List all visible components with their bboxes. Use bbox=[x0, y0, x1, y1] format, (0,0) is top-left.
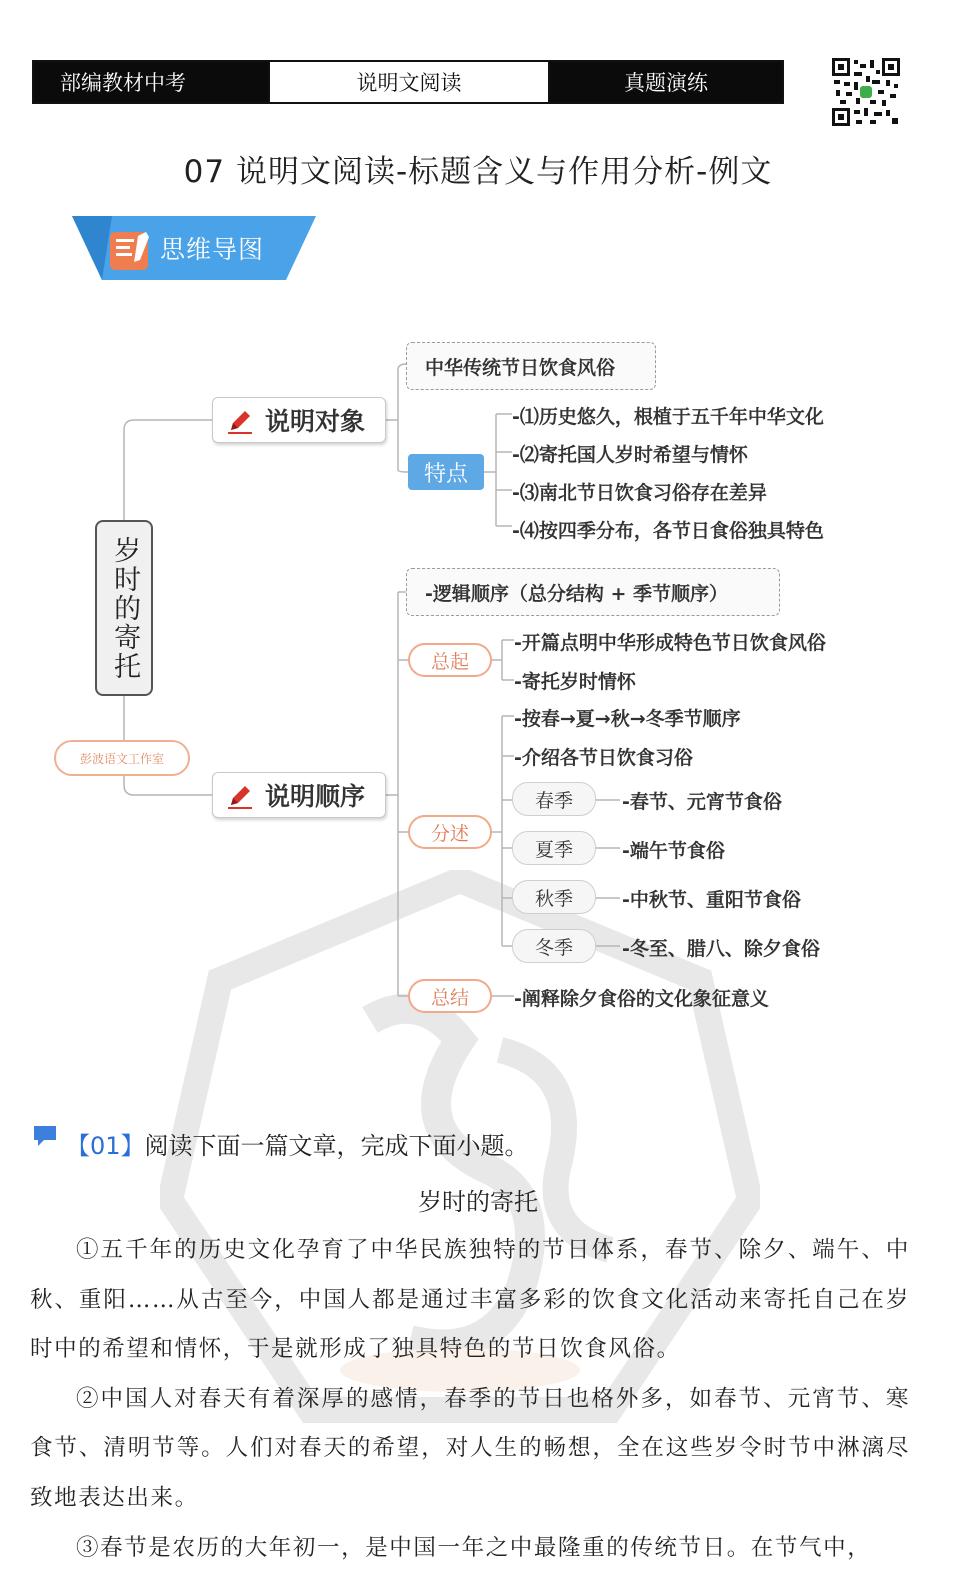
pencil-icon bbox=[227, 783, 253, 809]
speech-bubble-icon bbox=[32, 1124, 58, 1148]
banner-label: 思维导图 bbox=[160, 235, 265, 264]
pencil-icon bbox=[227, 408, 253, 434]
question-bracket-open: 【 bbox=[66, 1132, 90, 1160]
season-winter: 冬季 bbox=[512, 929, 596, 963]
season-summer: 夏季 bbox=[512, 831, 596, 865]
branch-object-label: 说明对象 bbox=[265, 407, 366, 436]
header-right: 真题演练 bbox=[550, 62, 782, 102]
intro-item: -开篇点明中华形成特色节日饮食风俗 bbox=[514, 632, 826, 654]
question-bracket-close: 】 bbox=[120, 1132, 145, 1160]
season-text: -端午节食俗 bbox=[622, 840, 725, 862]
intro-item: -寄托岁时情怀 bbox=[514, 671, 636, 693]
feature-item: -⑶南北节日饮食习俗存在差异 bbox=[512, 482, 767, 504]
tag-detail: 分述 bbox=[408, 815, 492, 849]
feature-item: -⑷按四季分布，各节日食俗独具特色 bbox=[512, 520, 824, 542]
logic-order: -逻辑顺序（总分结构 + 季节顺序） bbox=[406, 568, 780, 616]
page-title: 07 说明文阅读-标题含义与作用分析-例文 bbox=[183, 154, 773, 190]
season-autumn: 秋季 bbox=[512, 880, 596, 914]
tag-summary: 总结 bbox=[408, 979, 492, 1013]
season-text: -冬至、腊八、除夕食俗 bbox=[622, 938, 820, 960]
season-spring: 春季 bbox=[512, 782, 596, 816]
object-name: 中华传统节日饮食风俗 bbox=[406, 342, 656, 390]
qr-code-icon[interactable] bbox=[832, 58, 900, 126]
tag-intro: 总起 bbox=[408, 643, 492, 677]
header-middle: 说明文阅读 bbox=[268, 62, 550, 102]
article-paragraph: ①五千年的历史文化孕育了中华民族独特的节日体系，春节、除夕、端午、中秋、重阳……从古至今，中国人都是通过丰富多彩的饮食文化活动来寄托自己在岁时中的希望和情怀，于是就形成了独具特色的节日饮食风俗。 bbox=[30, 1237, 910, 1363]
feature-item: -⑵寄托国人岁时希望与情怀 bbox=[512, 444, 748, 466]
header-left: 部编教材中考 bbox=[34, 62, 268, 102]
studio-stamp: 彭波语文工作室 bbox=[54, 740, 190, 776]
tag-features: 特点 bbox=[408, 454, 484, 490]
article-paragraph: ③春节是农历的大年初一，是中国一年之中最隆重的传统节日。在节气中， bbox=[76, 1534, 872, 1561]
article-title: 岁时的寄托 bbox=[418, 1188, 538, 1216]
question-line bbox=[66, 1126, 529, 1161]
detail-item: -按春→夏→秋→冬季节顺序 bbox=[514, 708, 741, 730]
question-text: 阅读下面一篇文章，完成下面小题。 bbox=[144, 1132, 529, 1160]
summary-item: -阐释除夕食俗的文化象征意义 bbox=[514, 988, 769, 1010]
mind-map bbox=[0, 330, 956, 1070]
season-text: -中秋节、重阳节食俗 bbox=[622, 889, 801, 911]
article-paragraph: ②中国人对春天有着深厚的感情，春季的节日也格外多，如春节、元宵节、寒食节、清明节等。人们对春天的希望，对人生的畅想，全在这些岁令时节中淋漓尽致地表达出来。 bbox=[30, 1385, 910, 1511]
feature-item: -⑴历史悠久，根植于五千年中华文化 bbox=[512, 406, 824, 428]
detail-item: -介绍各节日饮食习俗 bbox=[514, 747, 693, 769]
branch-order-label: 说明顺序 bbox=[265, 782, 366, 811]
header-bar bbox=[32, 60, 784, 104]
question-number: 01 bbox=[90, 1132, 121, 1160]
season-text: -春节、元宵节食俗 bbox=[622, 791, 782, 813]
root-label: 岁时的寄托 bbox=[109, 535, 141, 681]
mindmap-root bbox=[95, 520, 153, 696]
article-body bbox=[30, 1226, 910, 1573]
branch-object bbox=[212, 397, 386, 443]
branch-order bbox=[212, 772, 386, 818]
